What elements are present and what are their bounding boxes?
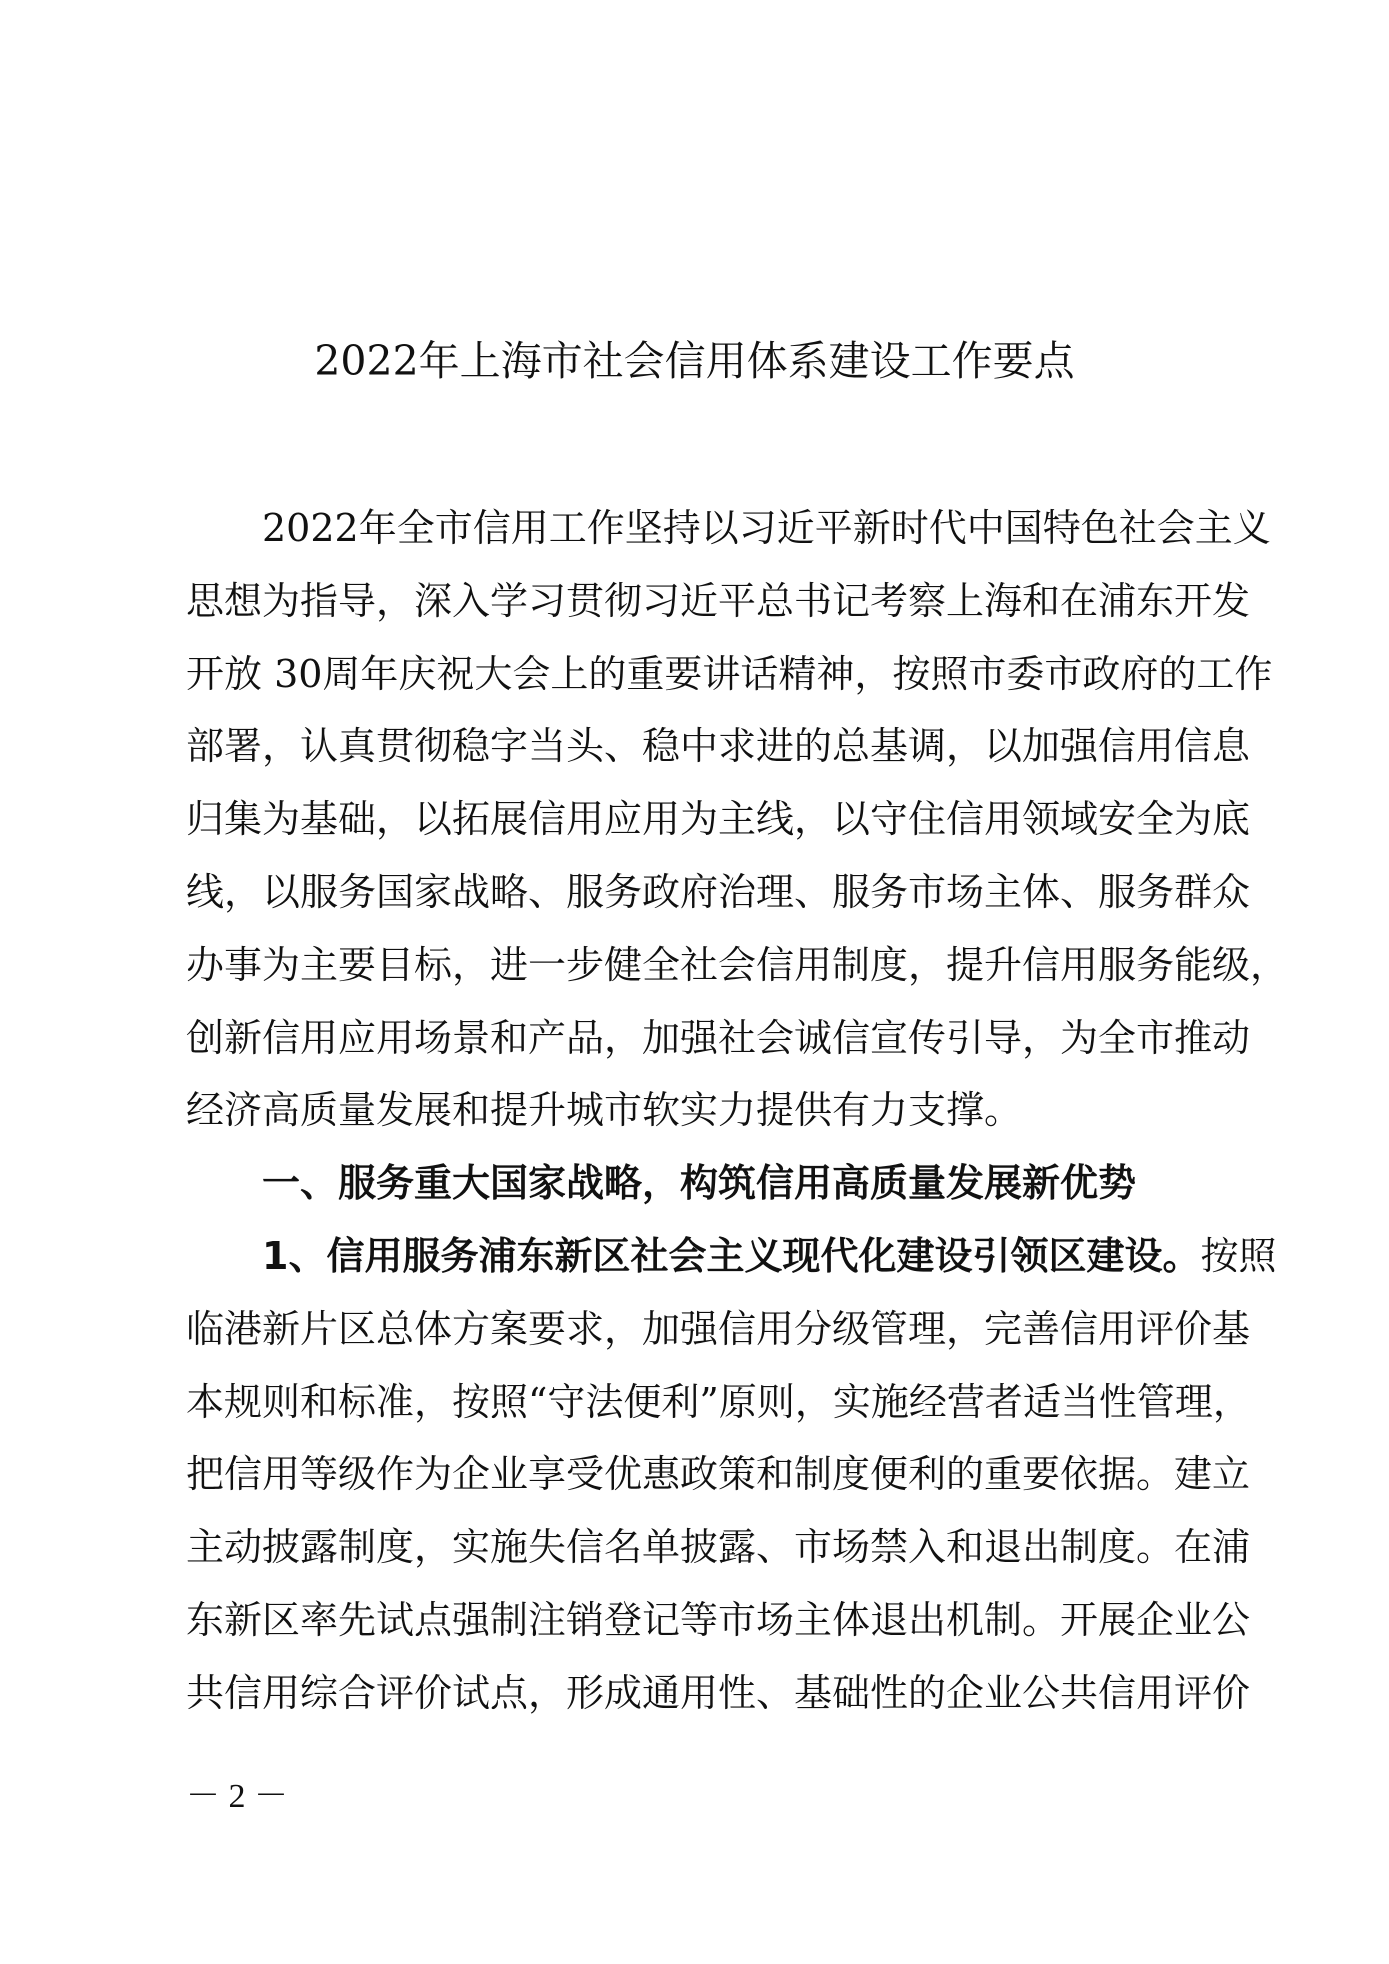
item-first-line [186,1226,1277,1299]
section-heading: 一、服务重大国家战略，构筑信用高质量发展新优势 [262,1161,1137,1206]
document-title: 2022年上海市社会信用体系建设工作要点 [314,337,1075,385]
paragraph-line: 临港新片区总体方案要求，加强信用分级管理，完善信用评价基 [186,1306,1251,1351]
paragraph-line: 把信用等级作为企业享受优惠政策和制度便利的重要依据。建立 [186,1452,1251,1497]
paragraph-line: 思想为指导，深入学习贯彻习近平总书记考察上海和在浦东开发 [186,578,1251,623]
paragraph-line: 共信用综合评价试点，形成通用性、基础性的企业公共信用评价 [186,1670,1251,1715]
paragraph-line: 2022年全市信用工作坚持以习近平新时代中国特色社会主义 [262,506,1271,550]
item-lead-rest: 按照 [1200,1233,1277,1278]
paragraph-line: 线，以服务国家战略、服务政府治理、服务市场主体、服务群众 [186,869,1251,914]
paragraph-line: 归集为基础，以拓展信用应用为主线，以守住信用领域安全为底 [186,797,1251,842]
page-number: － 2 － [186,1778,288,1815]
paragraph-line: 本规则和标准，按照“守法便利”原则，实施经营者适当性管理， [186,1379,1251,1424]
paragraph-line: 办事为主要目标，进一步健全社会信用制度，提升信用服务能级， [186,942,1289,987]
document-body [186,498,1289,1736]
paragraph-line: 经济高质量发展和提升城市软实力提供有力支撑。 [186,1088,1023,1133]
item-bold-lead: 1、信用服务浦东新区社会主义现代化建设引领区建设。 [262,1233,1201,1278]
paragraph-line: 开放 30周年庆祝大会上的重要讲话精神，按照市委市政府的工作 [186,651,1273,696]
paragraph-line: 部署，认真贯彻稳字当头、稳中求进的总基调，以加强信用信息 [186,724,1251,769]
paragraph-line: 主动披露制度，实施失信名单披露、市场禁入和退出制度。在浦 [186,1525,1251,1570]
paragraph-line: 东新区率先试点强制注销登记等市场主体退出机制。开展企业公 [186,1597,1251,1642]
paragraph-line: 创新信用应用场景和产品，加强社会诚信宣传引导，为全市推动 [186,1015,1251,1060]
